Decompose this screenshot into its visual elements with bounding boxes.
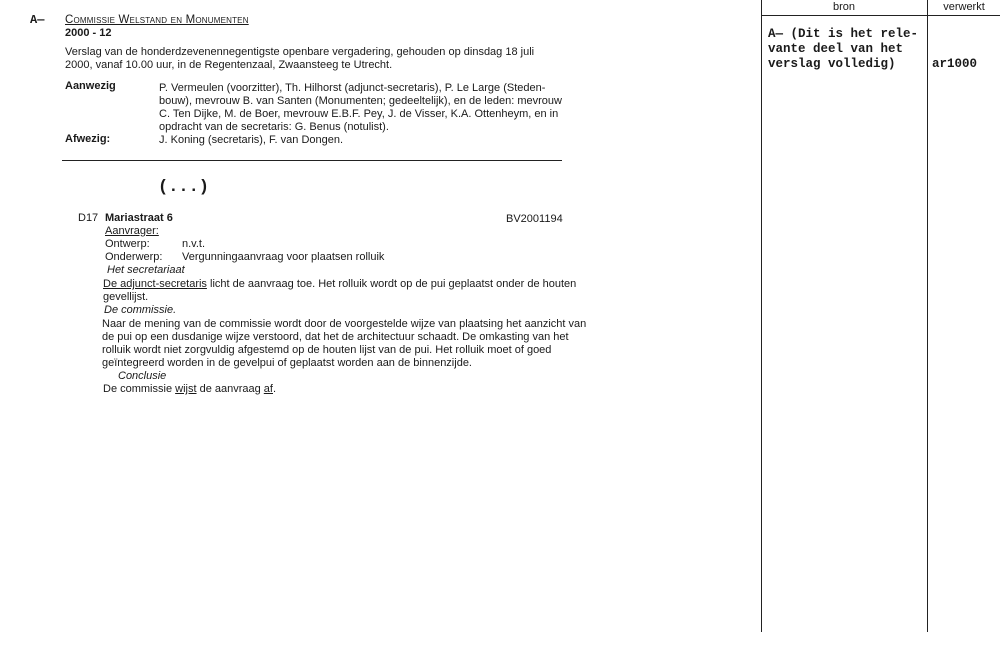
item-reference: BV2001194: [506, 213, 563, 225]
report-line: Verslag van de honderdzevenennegentigste openbare vergadering, gehouden op dinsdag 18 juli: [65, 46, 535, 58]
margin-marker: A—: [30, 13, 45, 27]
present-line: opdracht van de secretaris: G. Benus (notulist).: [159, 121, 389, 133]
absent-list: J. Koning (secretaris), F. van Dongen.: [159, 134, 344, 146]
conclusion-part: de aanvraag: [196, 383, 264, 395]
design-value: n.v.t.: [182, 238, 206, 250]
secretary-paragraph: [103, 278, 576, 304]
commission-line: geïntegreerd worden in de gevelpui of geplaatst worden aan de binnenzijde.: [102, 357, 472, 369]
bron-line: A— (Dit is het rele-: [768, 27, 919, 41]
conclusion-text: [103, 383, 276, 396]
secretary-name: De adjunct-secretaris: [103, 278, 207, 290]
conclusion-label: Conclusie: [118, 370, 167, 382]
report-line: 2000, vanaf 10.00 uur, in de Regentenzaal, Zwaansteeg te Utrecht.: [65, 59, 393, 71]
verwerkt-value: ar1000: [932, 57, 978, 71]
item-address: Mariastraat 6: [105, 212, 173, 224]
design-label: Ontwerp:: [105, 238, 150, 250]
applicant-label: Aanvrager:: [105, 225, 159, 237]
commission-line: de pui op een dusdanige wijze verstoord, dat het de architectuur schaadt. De omkasting van het: [102, 331, 569, 343]
commission-paragraph: [102, 318, 586, 370]
subject-label: Onderwerp:: [105, 251, 163, 263]
present-list: [159, 82, 562, 134]
secretary-text: licht de aanvraag toe. Het rolluik wordt op de pui geplaatst onder de houten: [206, 278, 577, 290]
commission-line: Naar de mening van de commissie wordt door de voorgestelde wijze van plaatsing het aanzicht van: [102, 318, 587, 330]
bron-line: vante deel van het: [768, 42, 904, 56]
commission-line: rolluik wordt niet zorgvuldig afgestemd op de houten lijst van de pui. Het rolluik moet of goed: [102, 344, 552, 356]
bron-line: verslag volledig): [768, 57, 896, 71]
item-code: D17: [78, 212, 99, 224]
column-header-verwerkt: verwerkt: [943, 1, 985, 13]
absent-label: Afwezig:: [65, 133, 111, 145]
report-intro: [65, 46, 534, 72]
present-label: Aanwezig: [65, 80, 116, 92]
conclusion-verb: wijst: [175, 383, 197, 395]
section-divider: [62, 160, 562, 161]
conclusion-part: .: [272, 383, 277, 395]
secretariat-label: Het secretariaat: [107, 264, 185, 276]
column-border-left: [761, 0, 762, 632]
conclusion-outcome: af: [263, 383, 273, 395]
column-header-line: [761, 15, 1000, 16]
committee-title: Commissie Welstand en Monumenten: [65, 14, 249, 26]
column-border-middle: [927, 0, 928, 632]
present-line: bouw), mevrouw B. van Santen (Monumenten; gedeeltelijk), en de leden: mevrouw: [159, 95, 562, 107]
omission-marker: (...): [158, 178, 210, 197]
commission-label: De commissie.: [104, 304, 177, 316]
present-line: P. Vermeulen (voorzitter), Th. Hilhorst (adjunct-secretaris), P. Le Large (Steden-: [159, 82, 546, 94]
present-line: C. Ten Dijke, M. de Boer, mevrouw E.B.F. Pey, J. de Visser, K.A. Ottenheym, en in: [159, 108, 559, 120]
bron-note: [768, 27, 918, 72]
column-header-bron: bron: [832, 1, 856, 13]
secretary-text-cont: gevellijst.: [103, 291, 149, 303]
subject-value: Vergunningaanvraag voor plaatsen rolluik: [182, 251, 385, 263]
conclusion-part: De commissie: [103, 383, 176, 395]
meeting-number: 2000 - 12: [65, 27, 112, 39]
